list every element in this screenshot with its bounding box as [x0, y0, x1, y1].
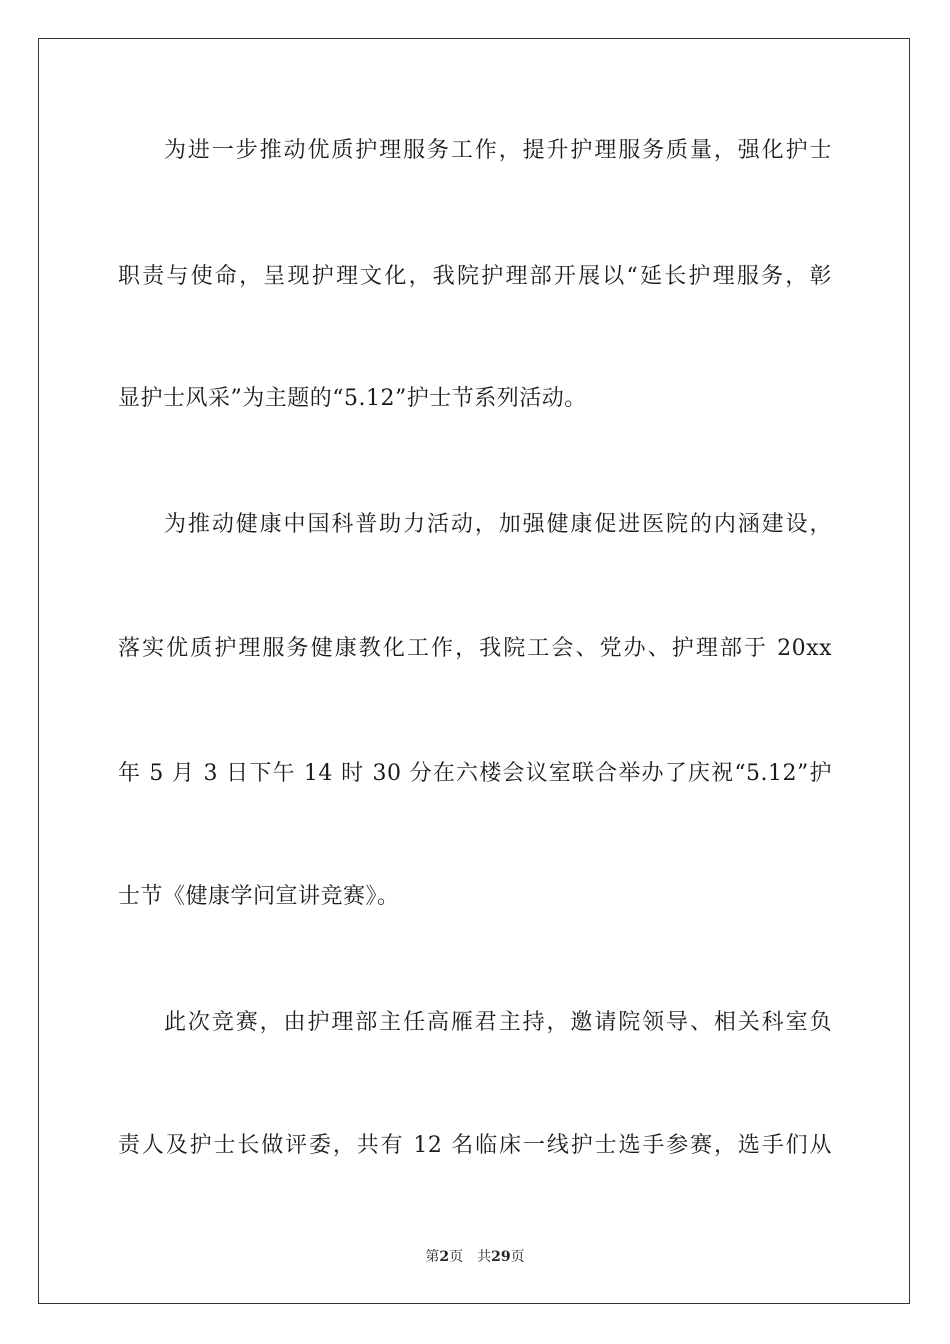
paragraph-3-line-2: 责人及护士长做评委，共有 12 名临床一线护士选手参赛，选手们从 [118, 1133, 832, 1158]
paragraph-1-line-2: 职责与使命，呈现护理文化，我院护理部开展以“延长护理服务，彰 [118, 264, 832, 289]
paragraph-2-line-4: 士节《健康学问宣讲竞赛》。 [118, 884, 400, 909]
paragraph-2-line-1: 为推动健康中国科普助力活动，加强健康促进医院的内涵建设， [164, 512, 832, 537]
footer-total-prefix: 共 [477, 1249, 492, 1265]
footer-total-pages: 29 [491, 1249, 511, 1265]
paragraph-1-line-1: 为进一步推动优质护理服务工作，提升护理服务质量，强化护士 [164, 138, 832, 163]
paragraph-1-line-3: 显护士风采”为主题的“5.12”护士节系列活动。 [118, 386, 587, 411]
paragraph-2-line-3: 年 5 月 3 日下午 14 时 30 分在六楼会议室联合举办了庆祝“5.12”护 [118, 761, 832, 786]
footer-total-suffix: 页 [510, 1249, 525, 1265]
footer-page-prefix: 第 [425, 1249, 440, 1265]
page-footer [0, 1247, 950, 1267]
footer-page-number: 2 [439, 1249, 450, 1265]
footer-page-suffix: 页 [449, 1249, 464, 1265]
paragraph-3-line-1: 此次竞赛，由护理部主任高雁君主持，邀请院领导、相关科室负 [164, 1010, 832, 1035]
page-border [38, 38, 910, 1304]
paragraph-2-line-2: 落实优质护理服务健康教化工作，我院工会、党办、护理部于 20xx [118, 636, 832, 661]
